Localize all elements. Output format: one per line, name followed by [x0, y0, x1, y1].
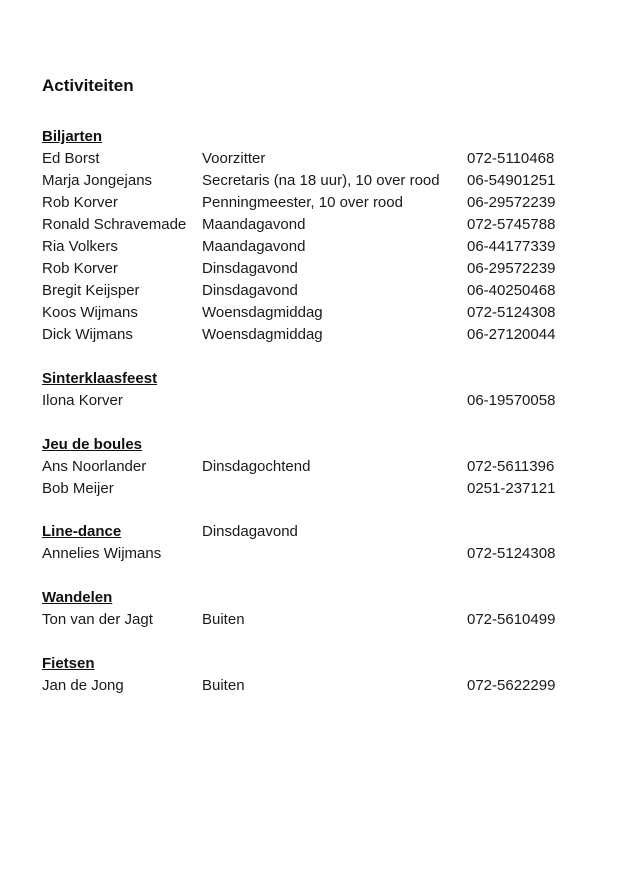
- contact-role: Dinsdagavond: [202, 260, 298, 277]
- contact-role: Dinsdagochtend: [202, 458, 311, 475]
- section-jeu-de-boules: [42, 434, 602, 500]
- section-heading: Line-dance: [42, 523, 122, 540]
- contact-name: Rob Korver: [42, 260, 118, 277]
- section-heading-row: [42, 653, 602, 675]
- page-title: Activiteiten: [42, 76, 134, 95]
- contact-role: Woensdagmiddag: [202, 304, 323, 321]
- contact-name: Annelies Wijmans: [42, 545, 162, 562]
- contact-row: [42, 390, 602, 412]
- contact-role: Penningmeester, 10 over rood: [202, 194, 403, 211]
- contact-name: Jan de Jong: [42, 677, 124, 694]
- section-line-dance: [42, 521, 602, 565]
- contact-role: Woensdagmiddag: [202, 326, 323, 343]
- section-heading-row: [42, 126, 602, 148]
- section-heading-note: Dinsdagavond: [202, 523, 298, 540]
- contact-phone: 06-29572239: [467, 194, 556, 211]
- section-heading-row: [42, 587, 602, 609]
- section-heading-row: [42, 434, 602, 456]
- contact-role: Secretaris (na 18 uur), 10 over rood: [202, 172, 440, 189]
- section-heading: Wandelen: [42, 589, 113, 606]
- contact-phone: 06-40250468: [467, 282, 556, 299]
- contact-name: Ed Borst: [42, 150, 100, 167]
- contact-name: Marja Jongejans: [42, 172, 153, 189]
- contact-name: Rob Korver: [42, 194, 118, 211]
- section-fietsen: [42, 653, 602, 697]
- contact-phone: 06-27120044: [467, 326, 556, 343]
- contact-row: [42, 675, 602, 697]
- section-heading: Fietsen: [42, 655, 95, 672]
- contact-phone: 06-54901251: [467, 172, 556, 189]
- contact-name: Koos Wijmans: [42, 304, 138, 321]
- contact-row: [42, 236, 602, 258]
- contact-row: [42, 258, 602, 280]
- contact-role: Buiten: [202, 677, 245, 694]
- section-biljarten: [42, 126, 602, 346]
- contact-role: Buiten: [202, 611, 245, 628]
- contact-name: Ton van der Jagt: [42, 611, 153, 628]
- contact-name: Ria Volkers: [42, 238, 118, 255]
- section-wandelen: [42, 587, 602, 631]
- contact-row: [42, 456, 602, 478]
- contact-row: [42, 148, 602, 170]
- section-heading: Jeu de boules: [42, 436, 143, 453]
- contact-name: Dick Wijmans: [42, 326, 133, 343]
- contact-phone: 072-5124308: [467, 545, 556, 562]
- section-heading: Sinterklaasfeest: [42, 370, 158, 387]
- contact-name: Bob Meijer: [42, 480, 114, 497]
- contact-name: Ilona Korver: [42, 392, 123, 409]
- contact-phone: 072-5124308: [467, 304, 556, 321]
- section-heading-row: [42, 521, 602, 543]
- contact-row: [42, 478, 602, 500]
- contact-row: [42, 609, 602, 631]
- contact-role: Dinsdagavond: [202, 282, 298, 299]
- contact-name: Bregit Keijsper: [42, 282, 140, 299]
- contact-role: Maandagavond: [202, 216, 306, 233]
- contact-role: Voorzitter: [202, 150, 266, 167]
- contact-phone: 06-44177339: [467, 238, 556, 255]
- contact-phone: 072-5110468: [467, 150, 555, 167]
- contact-phone: 072-5611396: [467, 458, 555, 475]
- contact-phone: 072-5622299: [467, 677, 556, 694]
- contact-row: [42, 192, 602, 214]
- contact-row: [42, 543, 602, 565]
- contact-row: [42, 302, 602, 324]
- section-heading-row: [42, 368, 602, 390]
- contact-phone: 072-5610499: [467, 611, 556, 628]
- contact-phone: 06-19570058: [467, 392, 556, 409]
- contact-name: Ronald Schravemade: [42, 216, 187, 233]
- contact-row: [42, 214, 602, 236]
- contact-row: [42, 324, 602, 346]
- contact-name: Ans Noorlander: [42, 458, 147, 475]
- contact-phone: 0251-237121: [467, 480, 556, 497]
- contact-phone: 072-5745788: [467, 216, 556, 233]
- contact-phone: 06-29572239: [467, 260, 556, 277]
- section-heading: Biljarten: [42, 128, 103, 145]
- contact-row: [42, 280, 602, 302]
- section-sinterklaasfeest: [42, 368, 602, 412]
- contact-row: [42, 170, 602, 192]
- contact-role: Maandagavond: [202, 238, 306, 255]
